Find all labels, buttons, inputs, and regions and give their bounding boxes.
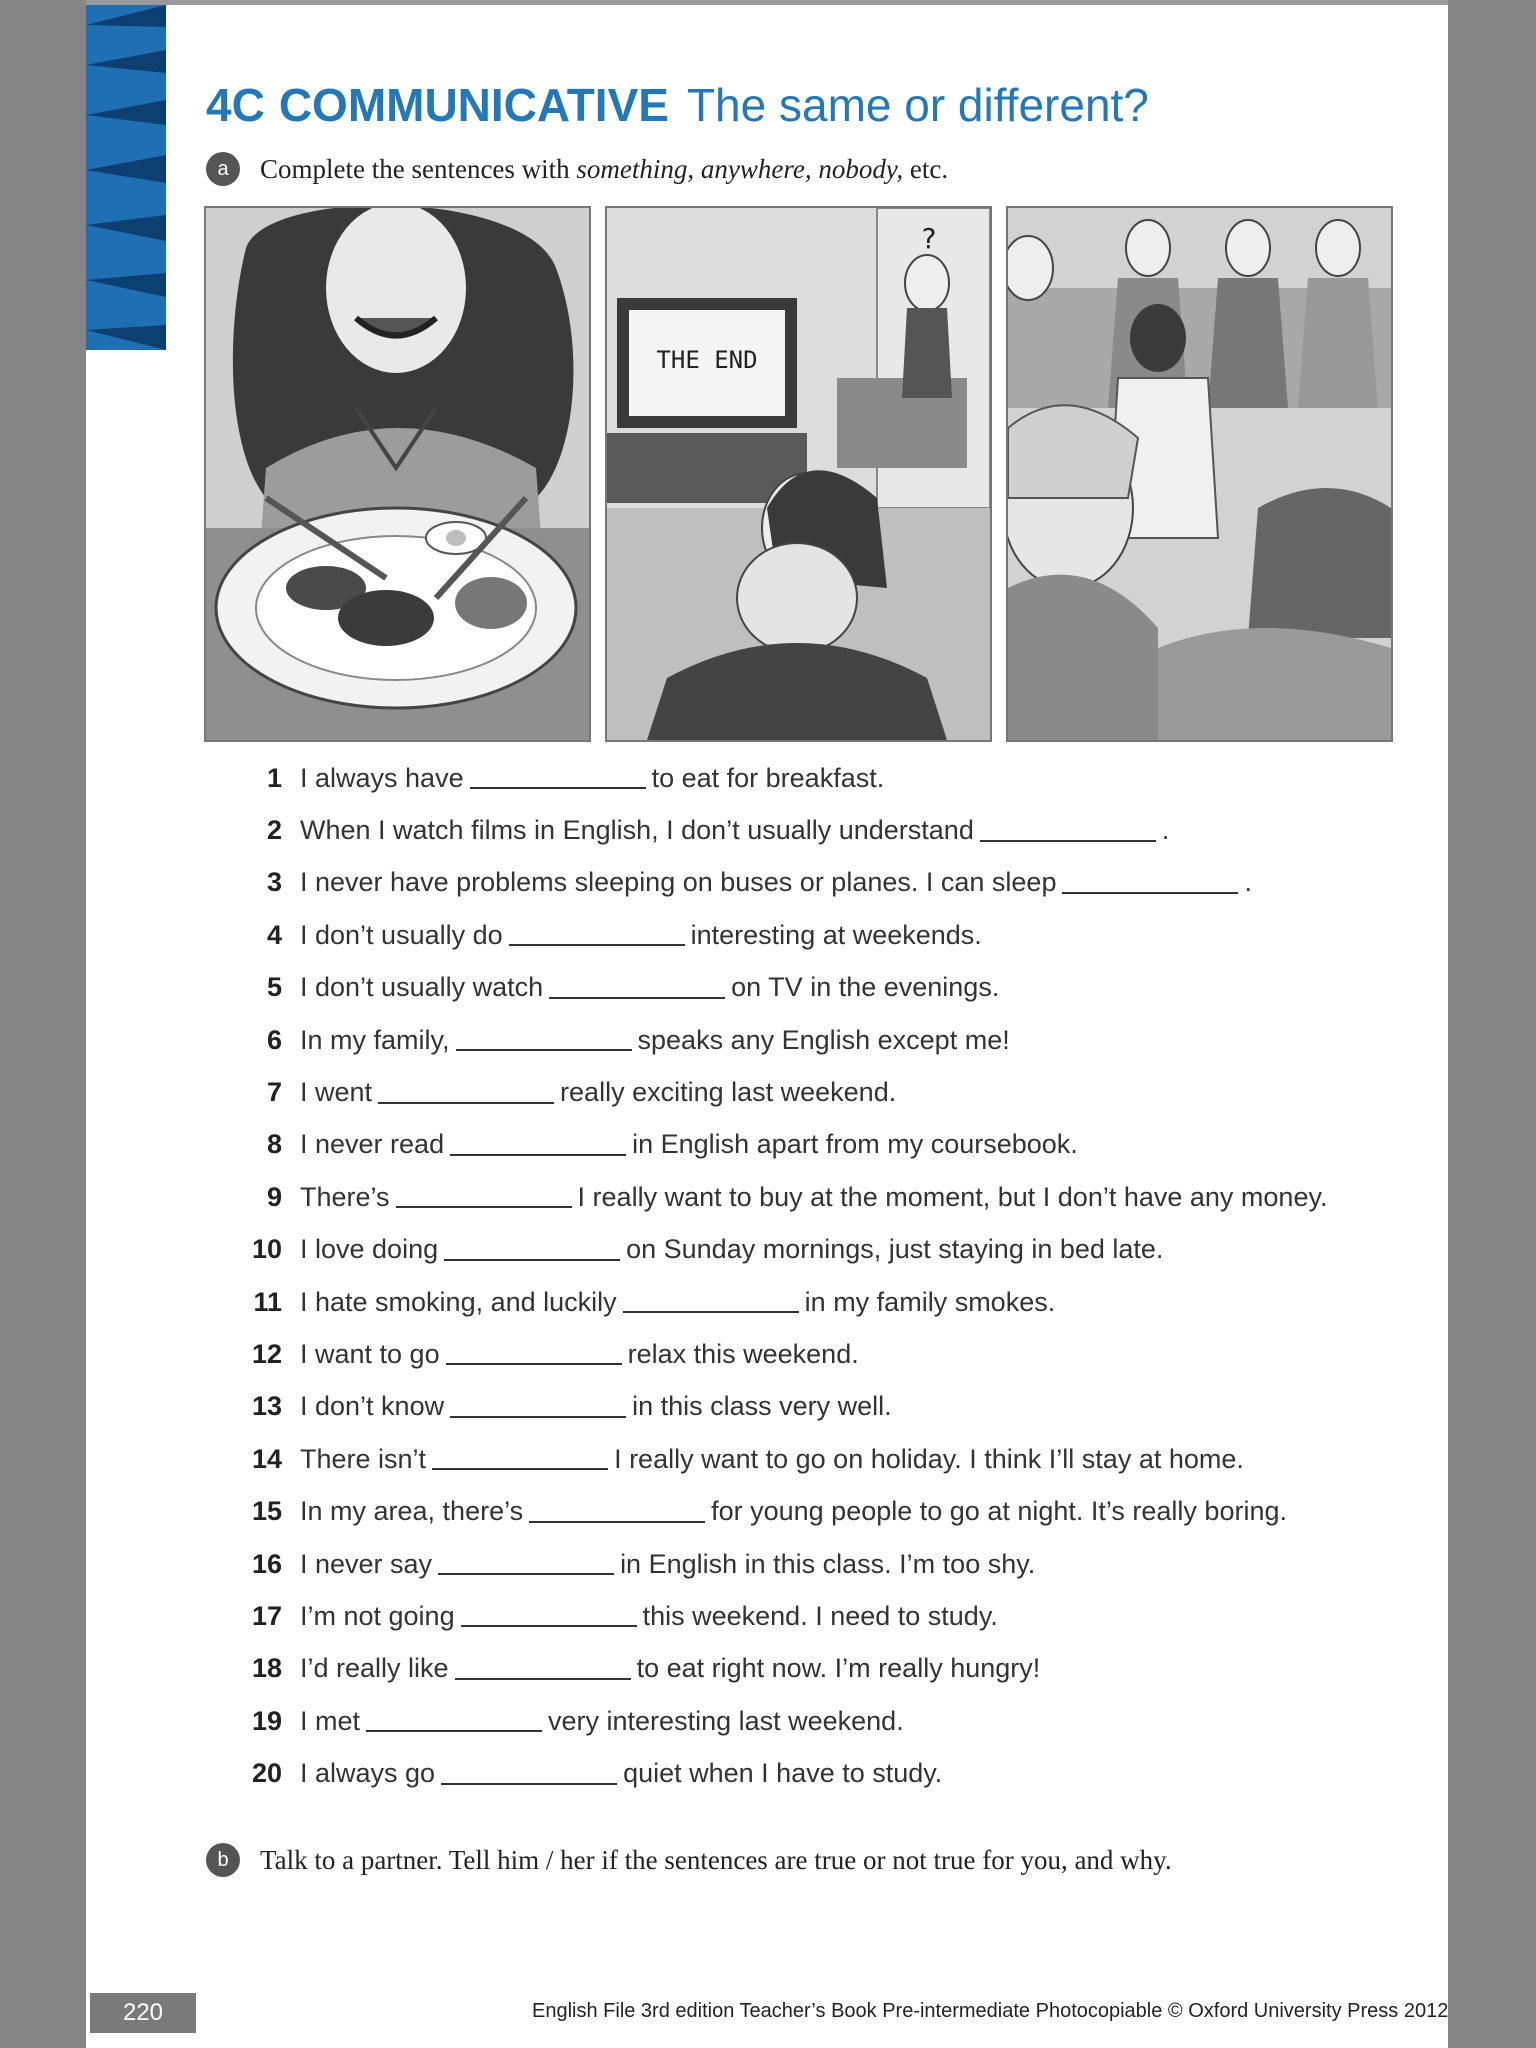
answer-blank[interactable] [450, 1396, 626, 1418]
sentence-number: 4 [266, 919, 282, 950]
sentence-number: 14 [251, 1443, 282, 1474]
sentence-text-before: I want to go [300, 1338, 440, 1369]
sentence-row [206, 1171, 1426, 1223]
answer-blank[interactable] [509, 924, 685, 946]
sentence-text-before: When I watch films in English, I don’t usually understand [300, 815, 974, 846]
illustration-passengers [1006, 206, 1393, 742]
answer-blank[interactable] [461, 1605, 637, 1627]
sentence-number: 3 [266, 867, 282, 898]
sentence-text-before: I love doing [300, 1234, 439, 1265]
title-text: The same or different? [686, 79, 1149, 131]
page-title [206, 78, 1149, 132]
answer-blank[interactable] [438, 1553, 614, 1575]
illustration-breakfast [204, 206, 591, 742]
sentence-row [206, 1381, 1426, 1433]
sentence-number: 16 [251, 1548, 282, 1579]
page-top-edge [86, 0, 1448, 5]
tv-caption: THE END [656, 346, 758, 374]
category-label: COMMUNICATIVE [278, 79, 669, 131]
sentence-row [206, 1538, 1426, 1590]
decorative-sunburst [86, 5, 166, 350]
sentence-number: 9 [266, 1181, 282, 1212]
sentence-row [206, 752, 1426, 804]
sentence-text-before: I hate smoking, and luckily [300, 1286, 617, 1317]
sentence-text-before: I always have [300, 762, 464, 793]
sentence-text-after: to eat right now. I’m really hungry! [636, 1653, 1041, 1684]
sentence-text-before: I don’t usually watch [300, 972, 544, 1003]
sentence-row [206, 1119, 1426, 1171]
instruction-b [206, 1843, 1172, 1877]
sentence-text-after: for young people to go at night. It’s really boring. [711, 1496, 1287, 1527]
sentence-number: 1 [266, 762, 282, 793]
marker-a: a [206, 152, 240, 186]
sentence-text-before: I never say [300, 1548, 433, 1579]
sentence-text-after: interesting at weekends. [690, 919, 982, 950]
instruction-a-examples: something, anywhere, nobody, [576, 153, 904, 184]
sentence-text-after: very interesting last weekend. [548, 1705, 904, 1736]
answer-blank[interactable] [446, 1343, 622, 1365]
sentence-text-before: I don’t usually do [300, 919, 503, 950]
instruction-b-text: Talk to a partner. Tell him / her if the sentences are true or not true for you, and why. [260, 1844, 1172, 1875]
sentence-text-before: In my area, there’s [300, 1496, 524, 1527]
sentence-number: 10 [251, 1234, 282, 1265]
sentence-list [206, 752, 1426, 1800]
sentence-text-after: this weekend. I need to study. [642, 1600, 998, 1631]
sentence-number: 15 [251, 1496, 282, 1527]
sentence-number: 8 [266, 1129, 282, 1160]
sentence-text-after: . [1161, 815, 1170, 846]
sentence-row [206, 1276, 1426, 1328]
sentence-row [206, 1433, 1426, 1485]
sentence-number: 13 [251, 1391, 282, 1422]
sentence-text-after: I really want to buy at the moment, but I don’t have any money. [577, 1181, 1328, 1212]
sentence-row [206, 909, 1426, 961]
sentence-text-before: I met [300, 1705, 361, 1736]
instruction-a-text: Complete the sentences with something, anywhere, nobody, etc. [260, 153, 949, 184]
footer-credit: English File 3rd edition Teacher’s Book Pre-intermediate Photocopiable © Oxford University Press 2012 [532, 2000, 1449, 2022]
sentence-text-after: to eat for breakfast. [651, 762, 885, 793]
sentence-row [206, 1014, 1426, 1066]
sentence-number: 12 [251, 1338, 282, 1369]
sentence-text-after: I really want to go on holiday. I think I’ll stay at home. [614, 1443, 1244, 1474]
answer-blank[interactable] [366, 1710, 542, 1732]
sentence-row [206, 1066, 1426, 1118]
answer-blank[interactable] [444, 1239, 620, 1261]
answer-blank[interactable] [455, 1658, 631, 1680]
answer-blank[interactable] [456, 1029, 632, 1051]
sentence-text-after: speaks any English except me! [637, 1024, 1010, 1055]
sentence-number: 11 [253, 1286, 282, 1317]
answer-blank[interactable] [396, 1186, 572, 1208]
sentence-number: 17 [251, 1600, 282, 1631]
sentence-text-before: There isn’t [300, 1443, 427, 1474]
sentence-text-before: I’m not going [300, 1600, 455, 1631]
answer-blank[interactable] [980, 820, 1156, 842]
sentence-text-after: really exciting last weekend. [560, 1077, 897, 1108]
worksheet-page [86, 0, 1448, 2048]
sentence-number: 6 [266, 1024, 282, 1055]
answer-blank[interactable] [378, 1082, 554, 1104]
sentence-text-before: There’s [300, 1181, 390, 1212]
sentence-number: 18 [251, 1653, 282, 1684]
sentence-row [206, 962, 1426, 1014]
illustration-watching-tv [605, 206, 992, 742]
question-mark: ? [921, 222, 937, 255]
sentence-text-after: in this class very well. [632, 1391, 892, 1422]
sentence-text-before: I’d really like [300, 1653, 449, 1684]
sentence-row [206, 857, 1426, 909]
answer-blank[interactable] [450, 1134, 626, 1156]
sentence-text-after: in my family smokes. [804, 1286, 1056, 1317]
instruction-a [206, 152, 948, 186]
sentence-row [206, 804, 1426, 856]
sentence-text-before: In my family, [300, 1024, 450, 1055]
sentence-row [206, 1328, 1426, 1380]
answer-blank[interactable] [441, 1763, 617, 1785]
marker-b: b [206, 1843, 240, 1877]
sentence-text-after: on Sunday mornings, just staying in bed late. [626, 1234, 1164, 1265]
sentence-text-before: I always go [300, 1758, 436, 1789]
answer-blank[interactable] [549, 977, 725, 999]
sentence-number: 2 [266, 815, 282, 846]
sentence-row [206, 1590, 1426, 1642]
answer-blank[interactable] [529, 1501, 705, 1523]
answer-blank[interactable] [470, 767, 646, 789]
sentence-row [206, 1643, 1426, 1695]
sentence-text-before: I never have problems sleeping on buses or planes. I can sleep [300, 867, 1057, 898]
sentence-number: 20 [251, 1758, 282, 1789]
sentence-number: 5 [266, 972, 282, 1003]
sentence-row [206, 1747, 1426, 1799]
answer-blank[interactable] [432, 1448, 608, 1470]
unit-code: 4C [206, 79, 265, 131]
sentence-text-before: I don’t know [300, 1391, 445, 1422]
sentence-text-after: relax this weekend. [627, 1338, 859, 1369]
sentence-text-after: . [1244, 867, 1252, 898]
sentence-number: 19 [251, 1705, 282, 1736]
answer-blank[interactable] [1062, 872, 1238, 894]
sentence-row [206, 1485, 1426, 1537]
sentence-text-after: on TV in the evenings. [731, 972, 1000, 1003]
sentence-text-before: I went [300, 1077, 373, 1108]
page-number: 220 [90, 1993, 196, 2033]
sentence-row [206, 1695, 1426, 1747]
sentence-text-after: in English apart from my coursebook. [632, 1129, 1078, 1160]
sentence-text-before: I never read [300, 1129, 445, 1160]
sentence-text-after: quiet when I have to study. [623, 1758, 943, 1789]
sentence-number: 7 [266, 1077, 282, 1108]
sentence-row [206, 1224, 1426, 1276]
answer-blank[interactable] [623, 1291, 799, 1313]
sentence-text-after: in English in this class. I’m too shy. [620, 1548, 1036, 1579]
